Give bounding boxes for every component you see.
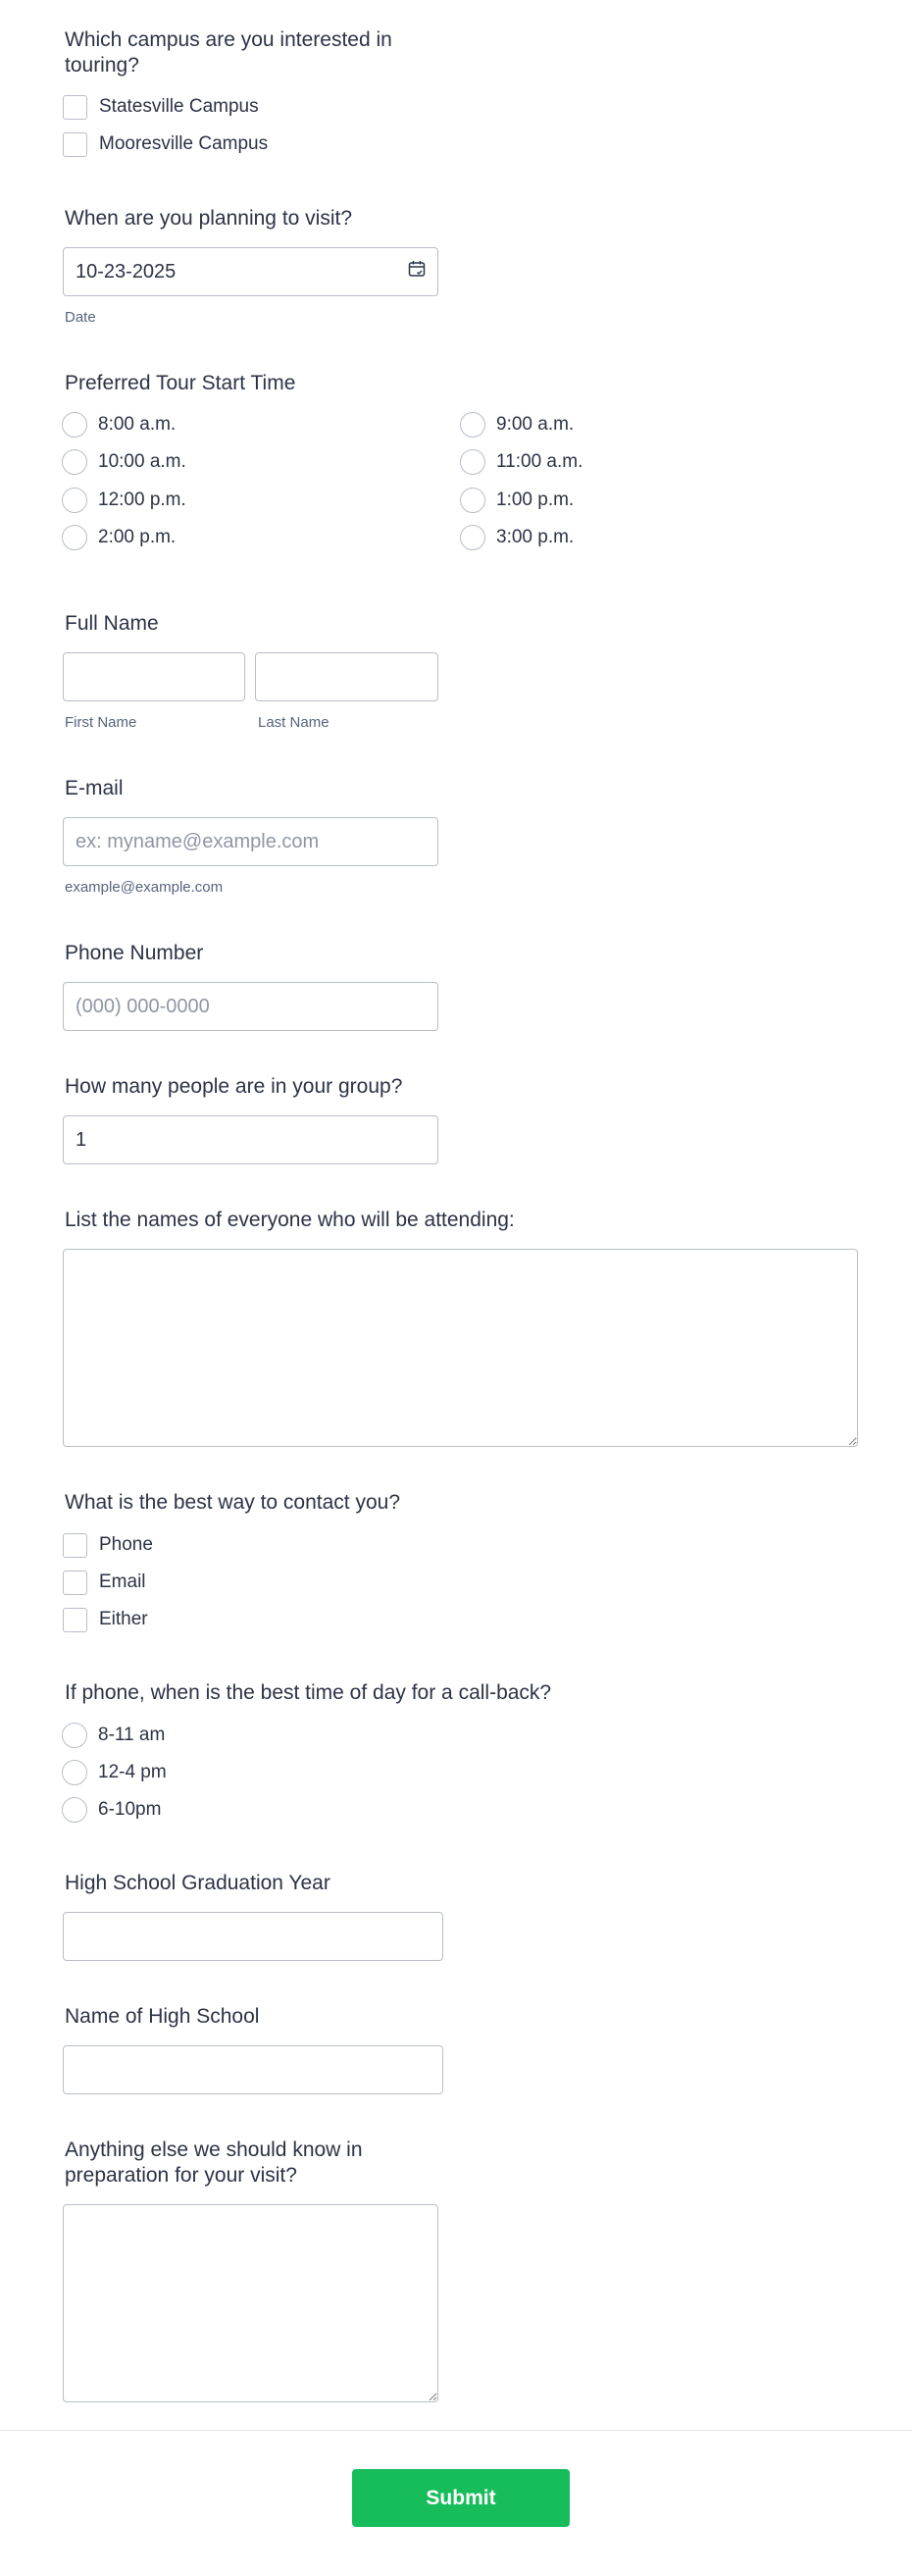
callback-option-afternoon[interactable] [62,1759,167,1786]
email-sublabel: example@example.com [65,879,224,896]
calendar-icon[interactable] [408,260,426,283]
tour-time-option-200pm[interactable] [62,524,176,551]
radio[interactable] [460,488,485,513]
callback-time-question: If phone, when is the best time of day for a call-back? [65,1681,552,1704]
last-name-input[interactable] [255,652,438,701]
option-label: 6-10pm [98,1799,162,1820]
tour-time-option-1100am[interactable] [460,448,583,476]
footer-divider [0,2430,912,2431]
option-label: 10:00 a.m. [98,451,186,472]
contact-option-phone[interactable] [63,1531,153,1559]
attendees-question: List the names of everyone who will be attending: [65,1209,515,1231]
campus-option-statesville[interactable] [63,93,259,121]
checkbox[interactable] [63,1533,87,1558]
option-label: 2:00 p.m. [98,527,177,547]
anything-else-question: Anything else we should know in preparation for your visit? [65,2138,363,2187]
submit-button[interactable]: Submit [352,2469,570,2527]
option-label: Statesville Campus [99,96,259,117]
option-label: 8-11 am [98,1725,166,1745]
option-label: Mooresville Campus [99,133,269,154]
checkbox[interactable] [63,1608,87,1632]
radio[interactable] [460,449,485,475]
option-label: 3:00 p.m. [496,527,575,547]
option-label: 12-4 pm [98,1762,167,1782]
campus-question: Which campus are you interested in touring? [65,28,392,77]
high-school-input[interactable] [63,2045,443,2094]
full-name-question: Full Name [65,612,159,635]
first-name-input[interactable] [63,652,245,701]
radio[interactable] [62,1760,87,1785]
checkbox[interactable] [63,1571,87,1595]
option-label: 11:00 a.m. [496,451,583,472]
option-label: Phone [99,1534,153,1555]
contact-method-question: What is the best way to contact you? [65,1491,401,1514]
checkbox[interactable] [63,132,87,157]
tour-time-option-800am[interactable] [62,411,176,438]
visit-date-field[interactable] [63,247,438,296]
option-label: 1:00 p.m. [496,489,575,510]
radio[interactable] [460,525,485,550]
checkbox[interactable] [63,95,87,120]
contact-option-email[interactable] [63,1569,146,1596]
radio[interactable] [62,525,87,550]
visit-date-value: 10-23-2025 [76,260,177,283]
callback-option-morning[interactable] [62,1722,165,1749]
radio[interactable] [460,412,485,438]
radio[interactable] [62,1723,87,1748]
email-question: E-mail [65,777,124,799]
callback-option-evening[interactable] [62,1796,161,1824]
email-input[interactable] [63,817,438,866]
option-label: Either [99,1609,148,1629]
high-school-question: Name of High School [65,2005,260,2028]
attendees-textarea[interactable] [63,1249,858,1447]
phone-input[interactable] [63,982,438,1031]
phone-question: Phone Number [65,942,204,964]
group-size-question: How many people are in your group? [65,1075,403,1098]
tour-time-option-1000am[interactable] [62,448,186,476]
option-label: Email [99,1571,146,1592]
tour-time-option-900am[interactable] [460,411,574,438]
option-label: 9:00 a.m. [496,414,575,435]
tour-time-option-300pm[interactable] [460,524,574,551]
visit-date-sublabel: Date [65,309,96,326]
radio[interactable] [62,1797,87,1823]
campus-option-mooresville[interactable] [63,130,268,158]
option-label: 8:00 a.m. [98,414,177,435]
radio[interactable] [62,412,87,438]
visit-date-question: When are you planning to visit? [65,207,353,230]
tour-time-option-100pm[interactable] [460,487,574,514]
group-size-input[interactable] [63,1115,438,1164]
last-name-sublabel: Last Name [258,714,329,731]
tour-time-question: Preferred Tour Start Time [65,372,296,394]
contact-option-either[interactable] [63,1606,148,1633]
anything-else-textarea[interactable] [63,2204,438,2402]
grad-year-question: High School Graduation Year [65,1872,330,1894]
first-name-sublabel: First Name [65,714,137,731]
radio[interactable] [62,488,87,513]
grad-year-input[interactable] [63,1912,443,1961]
radio[interactable] [62,449,87,475]
tour-time-option-1200pm[interactable] [62,487,186,514]
option-label: 12:00 p.m. [98,489,186,510]
